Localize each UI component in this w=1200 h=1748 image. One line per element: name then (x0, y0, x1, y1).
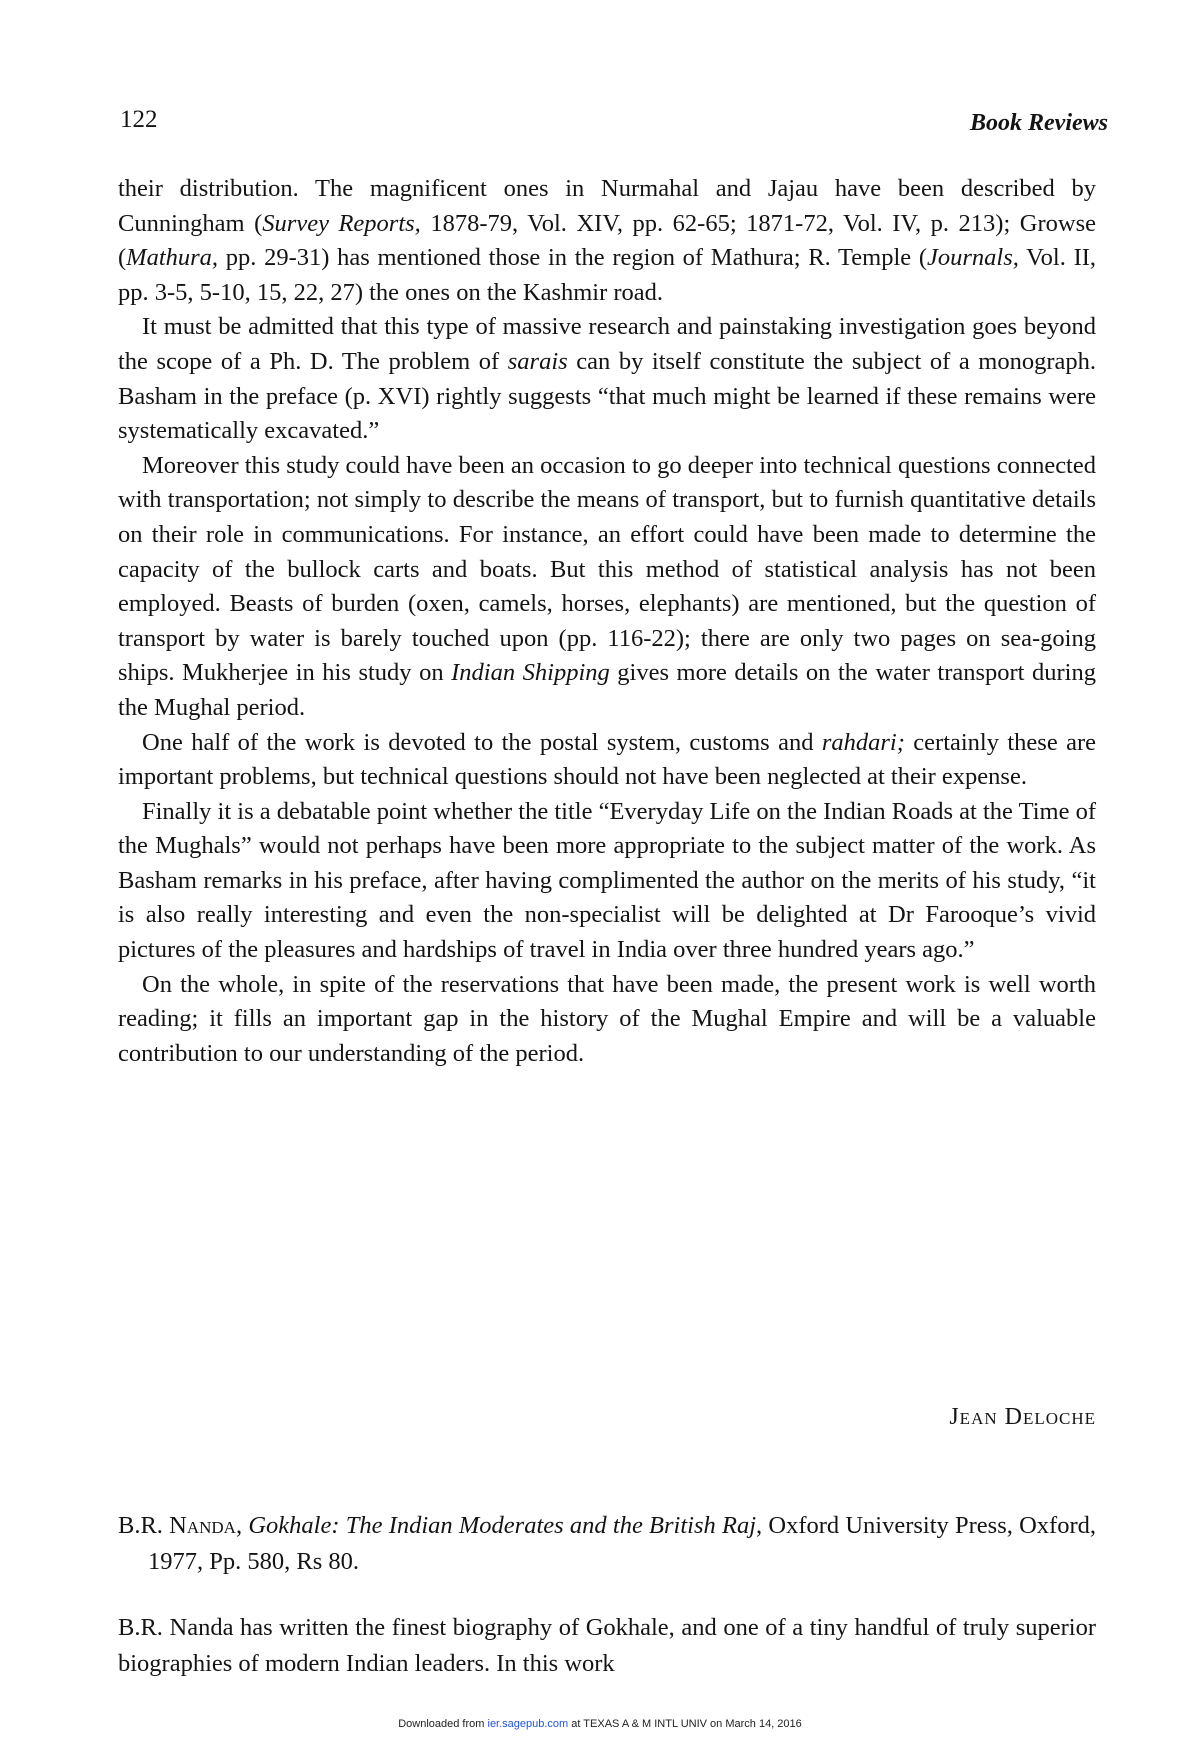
text-run: gives more details on the water transport during the Mughal period. (118, 659, 1096, 721)
text-run: can by itself constitute the subject of a monograph. Basham in the preface (p. XVI) rightly suggests “that much might be learned if these remains were systematically excavated.” (118, 347, 1096, 445)
body-paragraph (118, 968, 1096, 1072)
text-run: 1878-79, Vol. XIV, pp. 62-65; 1871-72, Vol. IV, p. 213); Growse ( (118, 209, 1096, 272)
body-paragraph (118, 172, 1096, 310)
review-body (118, 172, 1096, 1071)
citation-separator: , (235, 1512, 249, 1539)
italic-text: Journals, (927, 244, 1019, 272)
body-paragraph (118, 310, 1096, 448)
running-head: Book Reviews (970, 110, 1108, 136)
text-run: pp. 29-31) has mentioned those in the region of Mathura; R. Temple ( (218, 244, 928, 272)
page-number: 122 (120, 106, 158, 133)
text-run: It must be admitted that this type of massive research and painstaking investigation goes beyond the scope of a Ph. D. The problem of (118, 313, 1096, 375)
italic-text: sarais (507, 347, 568, 375)
citation-title: Gokhale: The Indian Moderates and the British Raj (248, 1512, 757, 1539)
body-paragraph (118, 726, 1096, 795)
italic-text: Indian Shipping (451, 659, 610, 687)
italic-text: rahdari; (821, 728, 905, 756)
next-review-opening: B.R. Nanda has written the finest biography of Gokhale, and one of a tiny handful of truly superior biographies of modern Indian leaders. In this work (118, 1614, 1096, 1677)
footer-link[interactable]: ier.sagepub.com (487, 1718, 569, 1730)
text-run: Vol. II, pp. 3-5, 5-10, 15, 22, 27) the ones on the Kashmir road. (118, 244, 1097, 306)
text-run: One half of the work is devoted to the postal system, customs and (142, 728, 822, 756)
citation-author: B.R. Nanda (118, 1512, 236, 1539)
book-citation (118, 1508, 1096, 1580)
text-run: On the whole, in spite of the reservations that have been made, the present work is well worth reading; it fills an important gap in the history of the Mughal Empire and will be a valuable contribution to our understanding of the period. (118, 970, 1096, 1067)
text-run: Finally it is a debatable point whether the title “Everyday Life on the Indian Roads at the Time of the Mughals” would not perhaps have been more appropriate to the subject matter of the work. As Basham remarks in his preface, after having complimented the author on the merits of his study, “it is also really interesting and even the non-specialist will be delighted at Dr Farooque’s vivid pictures of the pleasures and hardships of travel in India over three hundred years ago.” (118, 797, 1096, 964)
text-run: Moreover this study could have been an occasion to go deeper into technical questions connected with transportation; not simply to describe the means of transport, but to furnish quantitative details on their role in communications. For instance, an effort could have been made to determine the capacity of the bullock carts and boats. But this method of statistical analysis has not been employed. Beasts of burden (oxen, camels, horses, elephants) are mentioned, but the question of transport by water is barely touched upon (pp. 116-22); there are only two pages on sea-going ships. Mukherjee in his study on (118, 451, 1096, 687)
download-footer (0, 1718, 1200, 1730)
text-run: their distribution. The magnificent ones in Nurmahal and Jajau have been described by Cunningham ( (118, 175, 1096, 237)
citation-details: , Oxford University Press, Oxford, 1977, Pp. 580, Rs 80. (148, 1512, 1096, 1575)
footer-suffix: at TEXAS A & M INTL UNIV on March 14, 2016 (568, 1718, 802, 1730)
italic-text: Survey Reports, (262, 209, 421, 237)
body-paragraph (118, 449, 1096, 726)
text-run: certainly these are important problems, but technical questions should not have been neglected at their expense. (118, 728, 1097, 791)
italic-text: Mathura, (126, 244, 219, 272)
reviewer-signature: Jean Deloche (949, 1404, 1096, 1430)
footer-prefix: Downloaded from (398, 1718, 488, 1730)
body-paragraph (118, 795, 1096, 968)
